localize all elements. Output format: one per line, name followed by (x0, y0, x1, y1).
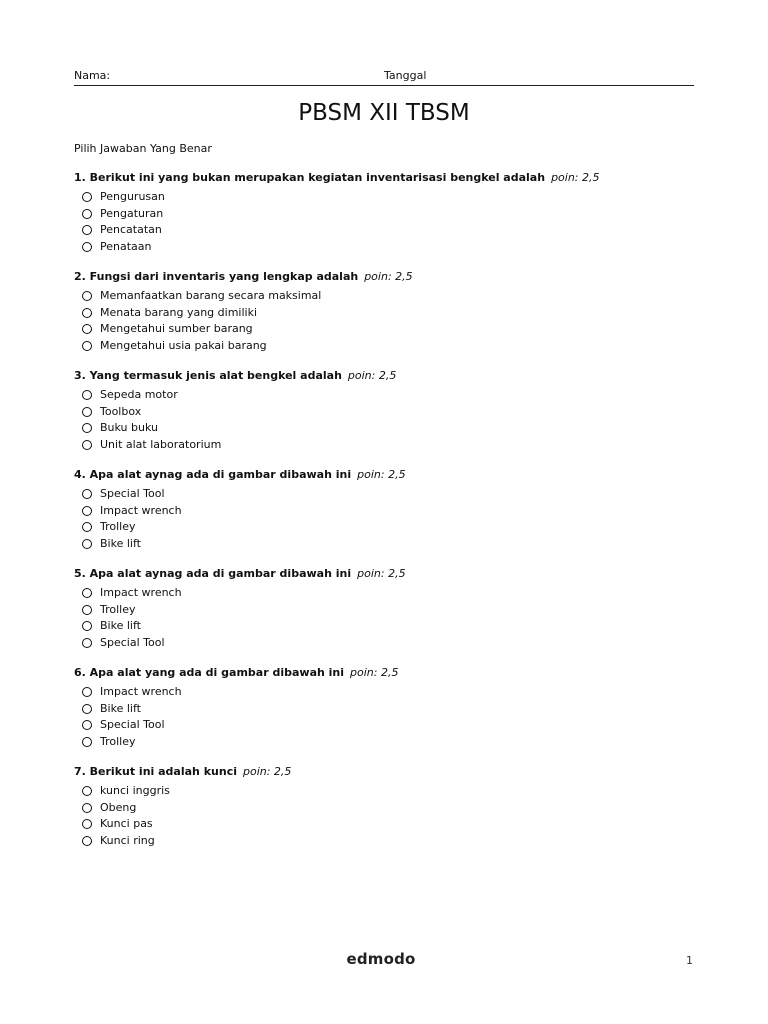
answer-option-label: Bike lift (100, 619, 141, 632)
edmodo-logo: edmodo (346, 950, 416, 968)
radio-circle-icon[interactable] (82, 407, 92, 417)
answer-options (74, 783, 714, 849)
answer-options (74, 486, 714, 552)
question-text (74, 468, 714, 486)
question-6 (74, 666, 714, 750)
answer-option-label: Menata barang yang dimiliki (100, 305, 258, 319)
radio-circle-icon[interactable] (82, 605, 92, 615)
answer-option-label: Bike lift (100, 536, 141, 550)
question-2 (74, 270, 714, 354)
answer-option[interactable] (74, 734, 714, 751)
answer-option[interactable] (74, 338, 714, 355)
answer-option[interactable] (74, 536, 714, 553)
page-title: PBSM XII TBSM (298, 100, 470, 126)
answer-option-label: kunci inggris (100, 784, 170, 797)
radio-circle-icon[interactable] (82, 786, 92, 796)
answer-option-label: Special Tool (100, 487, 165, 500)
question-list (74, 171, 714, 864)
radio-circle-icon[interactable] (82, 489, 92, 499)
poin-label: poin: 2,5 (350, 666, 399, 679)
radio-circle-icon[interactable] (82, 588, 92, 598)
poin-label: poin: 2,5 (357, 567, 406, 580)
answer-option-label: Penataan (100, 239, 152, 253)
instruction-text: Pilih Jawaban Yang Benar (74, 142, 212, 155)
answer-options (74, 387, 714, 453)
answer-option[interactable] (74, 816, 714, 833)
answer-option[interactable] (74, 288, 714, 305)
answer-option[interactable] (74, 404, 714, 421)
radio-circle-icon[interactable] (82, 638, 92, 648)
answer-options (74, 189, 714, 255)
answer-option[interactable] (74, 684, 714, 701)
radio-circle-icon[interactable] (82, 242, 92, 252)
question-1 (74, 171, 714, 255)
tanggal-label: Tanggal (384, 69, 427, 82)
answer-option-label: Unit alat laboratorium (100, 437, 222, 451)
answer-option-label: Bike lift (100, 701, 141, 715)
question-text (74, 567, 714, 585)
radio-circle-icon[interactable] (82, 539, 92, 549)
answer-option-label: Pengaturan (100, 206, 164, 220)
answer-options (74, 684, 714, 750)
answer-option[interactable] (74, 800, 714, 817)
radio-circle-icon[interactable] (82, 836, 92, 846)
radio-circle-icon[interactable] (82, 192, 92, 202)
radio-circle-icon[interactable] (82, 209, 92, 219)
radio-circle-icon[interactable] (82, 720, 92, 730)
answer-options (74, 585, 714, 651)
answer-option[interactable] (74, 206, 714, 223)
answer-option-label: Kunci ring (100, 833, 155, 847)
question-label: 1. Berikut ini yang bukan merupakan kegiatan inventarisasi bengkel adalah (74, 171, 546, 184)
answer-option-label: Mengetahui usia pakai barang (100, 338, 267, 352)
question-text (74, 369, 714, 387)
question-7 (74, 765, 714, 849)
answer-option-label: Obeng (100, 800, 137, 814)
answer-option-label: Impact wrench (100, 685, 182, 698)
question-4 (74, 468, 714, 552)
question-label: 3. Yang termasuk jenis alat bengkel adalah (74, 369, 342, 382)
header-bar (74, 69, 694, 86)
question-text (74, 765, 714, 783)
radio-circle-icon[interactable] (82, 440, 92, 450)
radio-circle-icon[interactable] (82, 522, 92, 532)
radio-circle-icon[interactable] (82, 819, 92, 829)
answer-option[interactable] (74, 833, 714, 850)
radio-circle-icon[interactable] (82, 737, 92, 747)
radio-circle-icon[interactable] (82, 506, 92, 516)
answer-option[interactable] (74, 437, 714, 454)
answer-option[interactable] (74, 585, 714, 602)
answer-option[interactable] (74, 635, 714, 652)
radio-circle-icon[interactable] (82, 621, 92, 631)
poin-label: poin: 2,5 (347, 369, 397, 382)
answer-option[interactable] (74, 503, 714, 520)
answer-option-label: Kunci pas (100, 817, 153, 830)
answer-option-label: Memanfaatkan barang secara maksimal (100, 289, 322, 302)
answer-option[interactable] (74, 420, 714, 437)
answer-option[interactable] (74, 486, 714, 503)
question-label: 2. Fungsi dari inventaris yang lengkap adalah (74, 270, 359, 283)
answer-option[interactable] (74, 189, 714, 206)
answer-option-label: Impact wrench (100, 503, 182, 517)
question-label: 6. Apa alat yang ada di gambar dibawah ini (74, 666, 345, 679)
page-number: 1 (686, 954, 693, 967)
answer-option[interactable] (74, 717, 714, 734)
answer-option[interactable] (74, 239, 714, 256)
answer-option[interactable] (74, 519, 714, 536)
radio-circle-icon[interactable] (82, 687, 92, 697)
answer-option[interactable] (74, 618, 714, 635)
answer-option[interactable] (74, 783, 714, 800)
answer-option[interactable] (74, 305, 714, 322)
answer-options (74, 288, 714, 354)
answer-option-label: Pengurusan (100, 190, 165, 203)
answer-option[interactable] (74, 602, 714, 619)
answer-option-label: Impact wrench (100, 586, 182, 599)
answer-option-label: Special Tool (100, 635, 165, 649)
answer-option-label: Pencatatan (100, 223, 162, 236)
answer-option-label: Trolley (100, 602, 136, 616)
question-label: 7. Berikut ini adalah kunci (74, 765, 237, 778)
radio-circle-icon[interactable] (82, 225, 92, 235)
poin-label: poin: 2,5 (357, 468, 406, 481)
nama-label: Nama: (74, 69, 111, 82)
answer-option[interactable] (74, 387, 714, 404)
poin-label: poin: 2,5 (242, 765, 292, 778)
question-label: 5. Apa alat aynag ada di gambar dibawah ini (74, 567, 352, 580)
question-label: 4. Apa alat aynag ada di gambar dibawah ini (74, 468, 352, 481)
radio-circle-icon[interactable] (82, 704, 92, 714)
radio-circle-icon[interactable] (82, 324, 92, 334)
poin-label: poin: 2,5 (551, 171, 600, 184)
radio-circle-icon[interactable] (82, 291, 92, 301)
question-text (74, 171, 714, 189)
poin-label: poin: 2,5 (364, 270, 413, 283)
radio-circle-icon[interactable] (82, 308, 92, 318)
answer-option-label: Special Tool (100, 718, 165, 731)
radio-circle-icon[interactable] (82, 341, 92, 351)
question-text (74, 270, 714, 288)
answer-option-label: Trolley (100, 734, 136, 748)
question-text (74, 666, 714, 684)
answer-option-label: Buku buku (100, 421, 158, 434)
answer-option-label: Toolbox (100, 404, 142, 418)
question-5 (74, 567, 714, 651)
question-3 (74, 369, 714, 453)
answer-option-label: Mengetahui sumber barang (100, 322, 253, 335)
answer-option-label: Sepeda motor (100, 388, 178, 401)
radio-circle-icon[interactable] (82, 390, 92, 400)
answer-option[interactable] (74, 701, 714, 718)
radio-circle-icon[interactable] (82, 423, 92, 433)
answer-option[interactable] (74, 222, 714, 239)
answer-option[interactable] (74, 321, 714, 338)
radio-circle-icon[interactable] (82, 803, 92, 813)
answer-option-label: Trolley (100, 520, 136, 533)
